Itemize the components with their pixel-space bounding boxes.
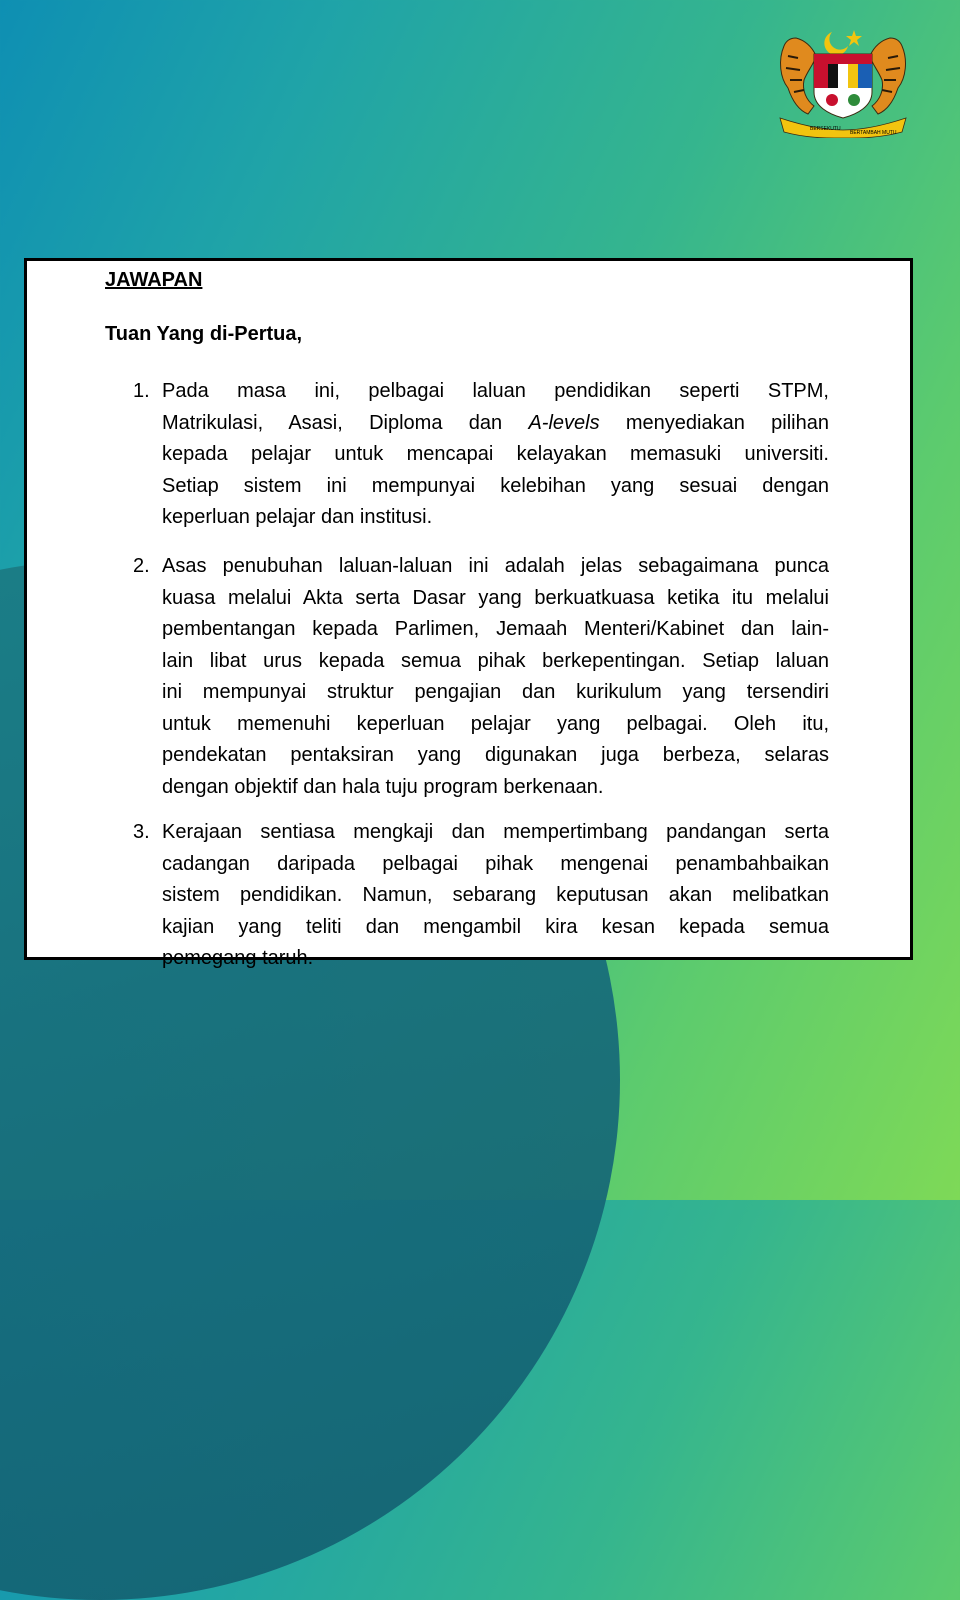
paragraph-number: 2.: [133, 555, 150, 577]
malaysia-coat-of-arms-emblem: [774, 26, 912, 138]
paragraph-line: Setiap sistem ini mempunyai kelebihan yang sesuai dengan: [162, 474, 829, 497]
paragraph-line: kepada pelajar untuk mencapai kelayakan memasuki universiti.: [162, 443, 829, 465]
paragraph-line: sistem pendidikan. Namun, sebarang keputusan akan melibatkan: [162, 884, 829, 906]
paragraph-line: Kerajaan sentiasa mengkaji dan mempertimbang pandangan serta: [162, 821, 829, 843]
paragraph-number: 1.: [133, 380, 150, 402]
paragraph-line: untuk memenuhi keperluan pelajar yang pelbagai. Oleh itu,: [162, 712, 829, 735]
motto-left: BERSEKUTU: [810, 126, 841, 132]
paragraph-line: pemegang taruh.: [162, 947, 314, 969]
paragraph-line: Pada masa ini, pelbagai laluan pendidikan seperti STPM,: [162, 380, 829, 402]
paragraph-number: 3.: [133, 821, 150, 843]
paragraph-line: kajian yang teliti dan mengambil kira kesan kepada semua: [162, 915, 829, 938]
paragraph-3: [133, 817, 829, 975]
salutation: Tuan Yang di-Pertua,: [105, 323, 303, 345]
paragraph-line: lain libat urus kepada semua pihak berkepentingan. Setiap laluan: [162, 649, 829, 672]
paragraph-line: ini mempunyai struktur pengajian dan kurikulum yang tersendiri: [162, 681, 829, 703]
paragraph-line: cadangan daripada pelbagai pihak mengenai penambahbaikan: [162, 852, 829, 875]
answer-document: [24, 258, 913, 969]
paragraph-2: [133, 551, 829, 803]
paragraph-1: [133, 376, 829, 534]
paragraph-line: pembentangan kepada Parlimen, Jemaah Menteri/Kabinet dan lain-: [162, 618, 829, 640]
paragraph-line: pendekatan pentaksiran yang digunakan juga berbeza, selaras: [162, 744, 829, 766]
document-heading: JAWAPAN: [105, 269, 203, 291]
paragraph-line: kuasa melalui Akta serta Dasar yang berkuatkuasa ketika itu melalui: [162, 586, 829, 609]
paragraph-line: dengan objektif dan hala tuju program berkenaan.: [162, 775, 604, 798]
motto-right: BERTAMBAH MUTU: [850, 130, 897, 136]
paragraph-line: Asas penubuhan laluan-laluan ini adalah jelas sebagaimana punca: [162, 555, 829, 577]
paragraph-line: keperluan pelajar dan institusi.: [162, 506, 433, 528]
paragraph-line: Matrikulasi, Asasi, Diploma dan A-levels menyediakan pilihan: [162, 411, 829, 434]
